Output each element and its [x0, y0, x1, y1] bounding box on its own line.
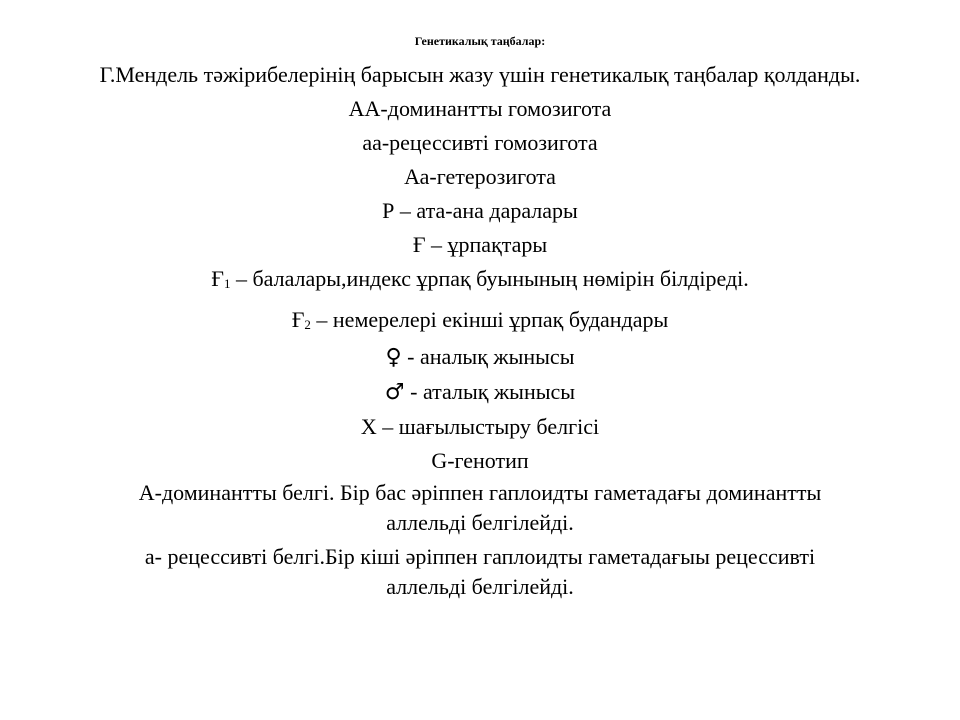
dominant-trait-line-1: А-доминантты белгі. Бір бас әріппен гаплоидты гаметадағы доминантты: [138, 480, 822, 505]
f1-index: 1: [223, 276, 231, 291]
genotype-line: G-генотип: [431, 448, 529, 473]
recessive-homozygote-line: аа-рецессивті гомозигота: [362, 130, 598, 155]
slide-title: Генетикалық таңбалар:: [414, 34, 546, 48]
male-line: [20, 375, 940, 410]
heterozygote-line: Аа-гетерозигота: [404, 164, 556, 189]
parents-line: Р – ата-ана даралары: [382, 198, 578, 223]
intro-line: Г.Мендель тәжірибелерінің барысын жазу үшін генетикалық таңбалар қолданды.: [99, 62, 861, 87]
f2-text: – немерелері екінші ұрпақ будандары: [310, 307, 669, 332]
male-text: - аталық жынысы: [404, 379, 576, 404]
recessive-trait-line-2: аллельді белгілейді.: [386, 574, 574, 599]
f2-index: 2: [304, 317, 311, 332]
male-symbol-icon: ♂: [384, 380, 405, 405]
dominant-trait-paragraph: [20, 478, 940, 538]
f2-letter: Ғ: [291, 307, 305, 332]
female-text: - аналық жынысы: [401, 344, 575, 369]
f1-line: [20, 262, 940, 299]
slide-content: [20, 58, 940, 606]
dominant-trait-line-2: аллельді белгілейді.: [386, 510, 574, 535]
f2-line: [20, 303, 940, 340]
f1-letter: Ғ: [211, 266, 224, 291]
cross-line: Х – шағылыстыру белгісі: [360, 414, 600, 439]
offspring-line: Ғ – ұрпақтары: [412, 232, 548, 257]
recessive-trait-line-1: а- рецессивті белгі.Бір кіші әріппен гаплоидты гаметадағыы рецессивті: [144, 544, 816, 569]
recessive-trait-paragraph: [20, 542, 940, 602]
f1-text: – балалары,индекс ұрпақ буынының нөмірін білдіреді.: [230, 266, 749, 291]
dominant-homozygote-line: АА-доминантты гомозигота: [348, 96, 612, 121]
female-line: [20, 340, 940, 375]
female-symbol-icon: ♀: [385, 345, 402, 370]
